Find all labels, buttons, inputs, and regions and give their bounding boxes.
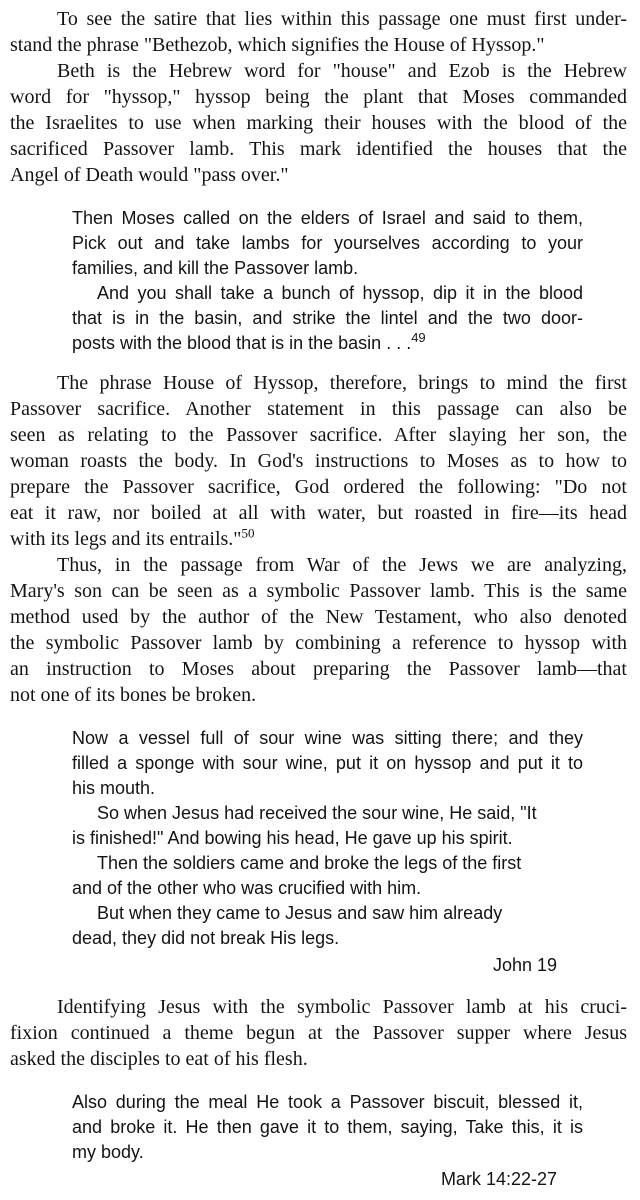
text-line bbox=[72, 206, 583, 231]
text-run: sacrificed Passover lamb. This mark identified the houses that the bbox=[10, 138, 627, 160]
text-run: my body. bbox=[72, 1142, 144, 1162]
mark-passover-quote bbox=[72, 1090, 583, 1165]
text-line bbox=[10, 448, 627, 474]
text-line bbox=[10, 6, 627, 32]
text-run: is finished!" And bowing his head, He gave up his spirit. bbox=[72, 828, 513, 848]
text-line bbox=[10, 58, 627, 84]
text-run: posts with the blood that is in the basin . . . bbox=[72, 333, 412, 353]
text-run: Identifying Jesus with the symbolic Passover lamb at his cruci- bbox=[57, 996, 627, 1018]
text-line bbox=[10, 162, 627, 188]
text-line bbox=[72, 751, 583, 776]
text-run: that is in the basin, and strike the lintel and the two door- bbox=[72, 308, 583, 328]
text-run: an instruction to Moses about preparing the Passover lamb—that bbox=[10, 658, 627, 680]
text-line bbox=[72, 306, 583, 331]
text-run: But when they came to Jesus and saw him already bbox=[97, 903, 503, 923]
text-run: woman roasts the body. In God's instructions to Moses as to how to bbox=[10, 450, 627, 472]
text-run: Passover sacrifice. Another statement in this passage can also be bbox=[10, 398, 627, 420]
text-line bbox=[10, 682, 627, 708]
text-run: Also during the meal He took a Passover biscuit, blessed it, bbox=[72, 1092, 583, 1112]
text-line bbox=[10, 110, 627, 136]
text-line bbox=[10, 526, 627, 552]
text-run: the symbolic Passover lamb by combining a reference to hyssop with bbox=[10, 632, 627, 654]
text-run: Now a vessel full of sour wine was sitting there; and they bbox=[72, 728, 583, 748]
intro-paragraph bbox=[10, 6, 627, 58]
war-of-the-jews-paragraph bbox=[10, 552, 627, 708]
text-run: stand the phrase "Bethezob, which signifies the House of Hyssop." bbox=[10, 34, 545, 56]
identifying-jesus-paragraph bbox=[10, 994, 627, 1072]
text-run: Then Moses called on the elders of Israel and said to them, bbox=[72, 208, 583, 228]
text-line bbox=[72, 1115, 583, 1140]
text-run: filled a sponge with sour wine, put it on hyssop and put it to bbox=[72, 753, 583, 773]
text-line bbox=[10, 370, 627, 396]
john-19-quote bbox=[72, 726, 583, 951]
footnote-marker: 50 bbox=[241, 525, 255, 541]
text-line bbox=[72, 826, 583, 851]
text-line bbox=[72, 901, 583, 926]
text-line bbox=[72, 926, 583, 951]
text-run: Beth is the Hebrew word for "house" and Ezob is the Hebrew bbox=[57, 60, 627, 82]
beth-ezob-paragraph bbox=[10, 58, 627, 188]
text-run: families, and kill the Passover lamb. bbox=[72, 258, 359, 278]
text-run: prepare the Passover sacrifice, God ordered the following: "Do not bbox=[10, 476, 627, 498]
text-line bbox=[10, 1046, 627, 1072]
text-line bbox=[72, 1140, 583, 1165]
text-run: Then the soldiers came and broke the legs of the first bbox=[97, 853, 522, 873]
text-line bbox=[10, 578, 627, 604]
text-line bbox=[10, 630, 627, 656]
text-line bbox=[72, 281, 583, 306]
text-line bbox=[72, 331, 583, 356]
text-line bbox=[10, 552, 627, 578]
exodus-passover-quote bbox=[72, 206, 583, 356]
text-line bbox=[72, 776, 583, 801]
text-run: fixion continued a theme begun at the Passover supper where Jesus bbox=[10, 1022, 627, 1044]
text-line bbox=[72, 851, 583, 876]
text-run: seen as relating to the Passover sacrifice. After slaying her son, the bbox=[10, 424, 627, 446]
text-line bbox=[72, 876, 583, 901]
text-line bbox=[10, 136, 627, 162]
text-run: Thus, in the passage from War of the Jews we are analyzing, bbox=[57, 554, 627, 576]
text-run: asked the disciples to eat of his flesh. bbox=[10, 1048, 308, 1070]
text-line bbox=[10, 1020, 627, 1046]
text-run: eat it raw, nor boiled at all with water, but roasted in fire—its head bbox=[10, 502, 627, 524]
text-line bbox=[72, 726, 583, 751]
text-line bbox=[10, 656, 627, 682]
text-run: Angel of Death would "pass over." bbox=[10, 164, 289, 186]
text-run: his mouth. bbox=[72, 778, 156, 798]
john-19-attribution: John 19 bbox=[492, 955, 557, 975]
text-run: To see the satire that lies within this passage one must first under- bbox=[57, 8, 627, 30]
text-line bbox=[10, 396, 627, 422]
text-line bbox=[10, 422, 627, 448]
text-run: not one of its bones be broken. bbox=[10, 684, 257, 706]
footnote-marker: 49 bbox=[411, 330, 426, 345]
text-run: the Israelites to use when marking their houses with the blood of the bbox=[10, 112, 627, 134]
text-run: The phrase House of Hyssop, therefore, brings to mind the first bbox=[57, 372, 627, 394]
text-run: dead, they did not break His legs. bbox=[72, 928, 340, 948]
text-line bbox=[72, 231, 583, 256]
text-line bbox=[10, 474, 627, 500]
text-line bbox=[10, 32, 627, 58]
text-run: word for "hyssop," hyssop being the plant that Moses commanded bbox=[10, 86, 627, 108]
text-line bbox=[72, 256, 583, 281]
text-run: Pick out and take lambs for yourselves according to your bbox=[72, 233, 583, 253]
text-run: with its legs and its entrails." bbox=[10, 528, 242, 550]
text-line bbox=[10, 604, 627, 630]
house-of-hyssop-paragraph bbox=[10, 370, 627, 552]
text-line bbox=[10, 994, 627, 1020]
text-run: So when Jesus had received the sour wine, He said, "It bbox=[97, 803, 537, 823]
text-run: and broke it. He then gave it to them, saying, Take this, it is bbox=[72, 1117, 583, 1137]
text-run: and of the other who was crucified with him. bbox=[72, 878, 422, 898]
text-line bbox=[10, 84, 627, 110]
text-run: And you shall take a bunch of hyssop, dip it in the blood bbox=[97, 283, 583, 303]
text-line bbox=[72, 1090, 583, 1115]
mark-attribution: Mark 14:22-27 bbox=[440, 1169, 557, 1189]
text-line bbox=[10, 500, 627, 526]
text-line bbox=[72, 801, 583, 826]
text-run: method used by the author of the New Testament, who also denoted bbox=[10, 606, 627, 628]
text-run: Mary's son can be seen as a symbolic Passover lamb. This is the same bbox=[10, 580, 627, 602]
